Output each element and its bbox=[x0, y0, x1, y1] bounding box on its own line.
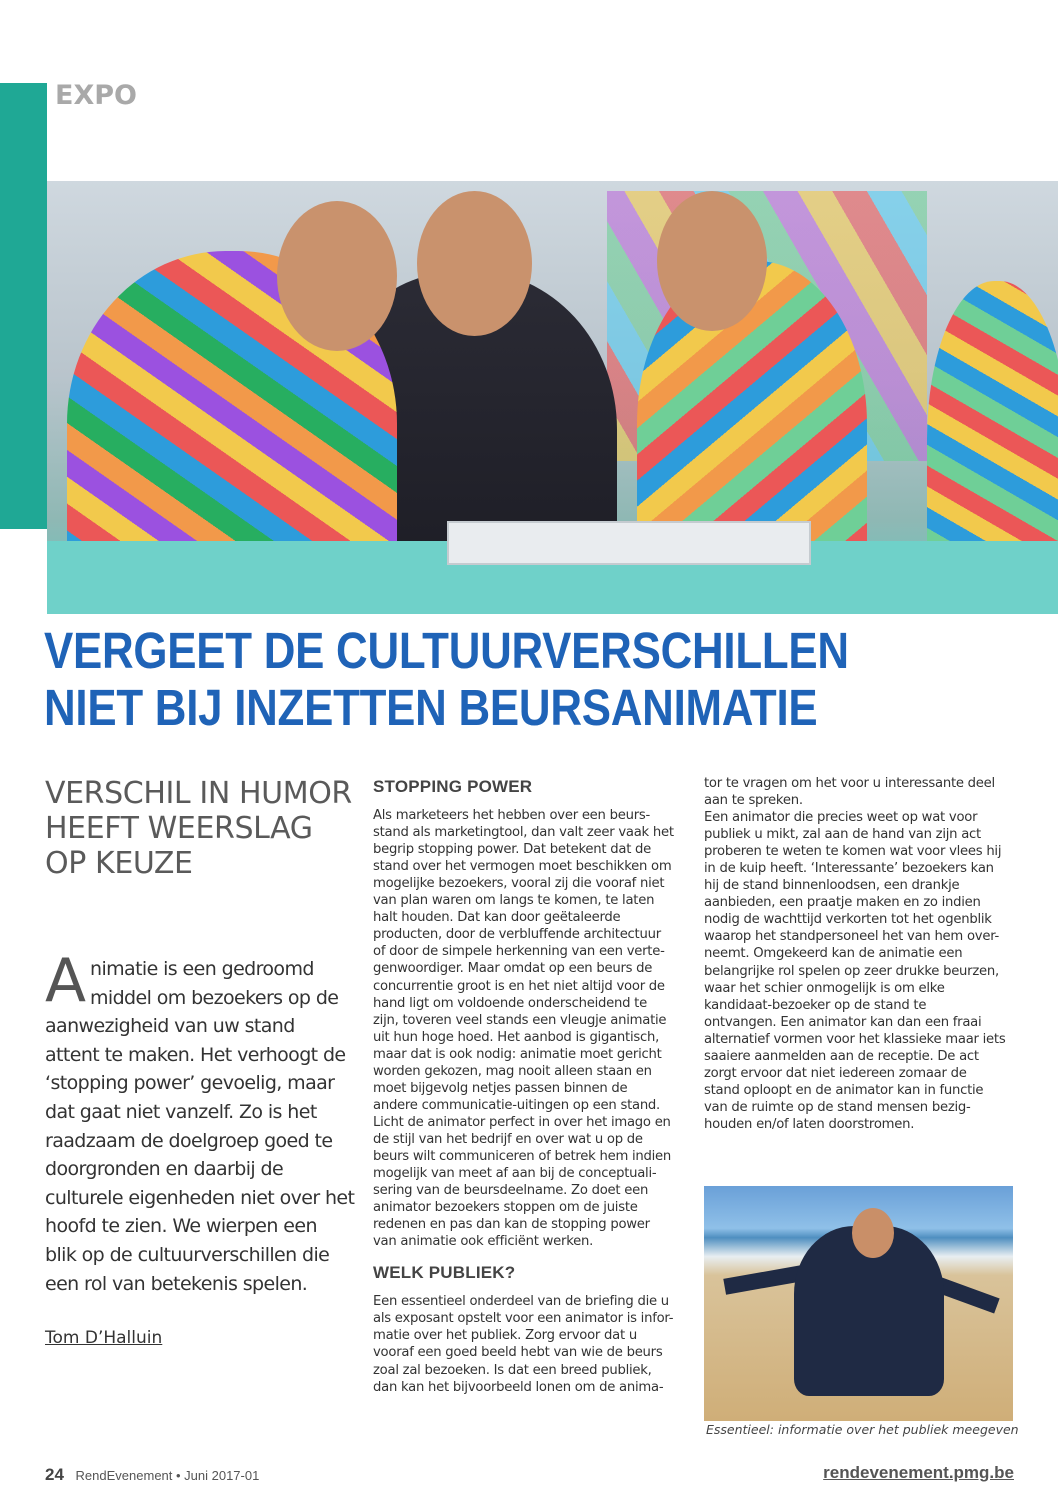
subheadline-line: VERSCHIL IN HUMOR bbox=[45, 776, 352, 811]
intro-line: middel om bezoekers op de bbox=[90, 986, 339, 1009]
photo-head bbox=[417, 191, 532, 336]
text-line: dan kan het bijvoorbeeld lonen om de anima- bbox=[373, 1379, 664, 1395]
article-column-2 bbox=[373, 778, 685, 1396]
drop-cap: A bbox=[45, 946, 87, 1016]
intro-line: aanwezigheid van uw stand bbox=[45, 1015, 295, 1038]
section-heading-welk-publiek: WELK PUBLIEK? bbox=[373, 1263, 516, 1283]
text-line: Een essentieel onderdeel van de briefing die u bbox=[373, 1294, 669, 1310]
text-line: genwoordiger. Maar omdat op een beurs de bbox=[373, 961, 653, 977]
text-line: aanbieden, een praatje maken en zo indien bbox=[704, 895, 981, 911]
text-line: begrip stopping power. Dat betekent dat de bbox=[373, 842, 652, 858]
section-heading-stopping-power: STOPPING POWER bbox=[373, 777, 533, 796]
intro-line: ‘stopping power’ gevoelig, maar bbox=[45, 1072, 335, 1095]
subheadline-line: HEEFT WEERSLAG bbox=[45, 811, 313, 846]
text-line: matie over het publiek. Zorg ervoor dat u bbox=[373, 1328, 637, 1344]
photo-caption: Essentieel: informatie over het publiek meegeven bbox=[706, 1422, 1019, 1437]
text-line: ontvangen. Een animator kan dan een fraai bbox=[704, 1014, 982, 1030]
section-label: EXPO bbox=[55, 80, 138, 111]
intro-line: culturele eigenheden niet over het bbox=[45, 1186, 355, 1209]
text-line: zoal zal bezoeken. Is dat een breed publiek, bbox=[373, 1362, 652, 1378]
text-line: waarop het standpersoneel het van hem over- bbox=[704, 929, 1000, 945]
text-line: van animatie ook efficiënt werken. bbox=[373, 1234, 594, 1250]
text-line: in de kuip heeft. ‘Interessante’ bezoekers kan bbox=[704, 861, 994, 877]
intro-line: attent te maken. Het verhoogt de bbox=[45, 1043, 346, 1066]
text-line: hand ligt om voldoende onderscheidend te bbox=[373, 995, 647, 1011]
page-number: 24 bbox=[45, 1465, 64, 1484]
text-line: waar het schier onmogelijk is om elke bbox=[704, 980, 945, 996]
headline-line: VERGEET DE CULTUURVERSCHILLEN bbox=[44, 622, 849, 679]
text-line: of door de simpele herkenning van een verte- bbox=[373, 944, 665, 960]
intro-line: hoofd te zien. We wierpen een bbox=[45, 1215, 317, 1238]
text-line: halt houden. Dat kan door geëtaleerde bbox=[373, 910, 621, 926]
intro-line: raadzaam de doelgroep goed te bbox=[45, 1129, 333, 1152]
text-line: publiek u mikt, zal aan de hand van zijn act bbox=[704, 827, 981, 843]
text-line: andere communicatie-uitingen op een stand. bbox=[373, 1097, 660, 1113]
text-line: hij de stand binnenloodsen, een drankje bbox=[704, 878, 960, 894]
photo-head bbox=[657, 191, 767, 331]
subheadline bbox=[45, 776, 365, 881]
text-line: stand over het vermogen moet beschikken om bbox=[373, 859, 672, 875]
author-byline: Tom D’Halluin bbox=[45, 1328, 163, 1348]
text-line: saaiere aanmelden aan de receptie. De act bbox=[704, 1048, 979, 1064]
text-line: Een animator die precies weet op wat voor bbox=[704, 810, 978, 826]
text-line: houden en/of laten doorstromen. bbox=[704, 1116, 915, 1132]
text-line: worden gekozen, mag nooit alleen staan en bbox=[373, 1063, 652, 1079]
text-line: stand als marketingtool, dan valt zeer vaak het bbox=[373, 825, 674, 841]
text-line: neemt. Omgekeerd kan de animatie een bbox=[704, 946, 963, 962]
text-line: maar dat is ook nodig: animatie moet gericht bbox=[373, 1046, 662, 1062]
text-line: belangrijke rol spelen op zeer drukke beurzen, bbox=[704, 963, 999, 979]
text-line: producten, door de verbluffende architectuur bbox=[373, 927, 661, 943]
hero-photo bbox=[47, 181, 1058, 614]
intro-line: dat gaat niet vanzelf. Zo is het bbox=[45, 1100, 317, 1123]
photo-head bbox=[277, 201, 397, 351]
headline-line: NIET BIJ INZETTEN BEURSANIMATIE bbox=[44, 679, 818, 736]
text-line: stand oploopt en de animator kan in functie bbox=[704, 1082, 984, 1098]
text-line: mogelijke bezoekers, vooral zij die vooraf niet bbox=[373, 876, 665, 892]
text-line: Licht de animator perfect in over het imago en bbox=[373, 1114, 671, 1130]
intro-line: doorgronden en daarbij de bbox=[45, 1158, 284, 1181]
intro-line: nimatie is een gedroomd bbox=[90, 958, 314, 980]
text-line: uit hun hoge hoed. Het aanbod is gigantisch, bbox=[373, 1029, 660, 1045]
text-line: Als marketeers het hebben over een beurs- bbox=[373, 808, 650, 824]
headline bbox=[44, 622, 849, 736]
footer-left bbox=[45, 1465, 259, 1485]
text-line: concurrentie groot is en het niet altijd voor de bbox=[373, 978, 665, 994]
text-line: moet bijgevolg netjes passen binnen de bbox=[373, 1080, 628, 1096]
text-line: de stijl van het bedrijf en over wat u op de bbox=[373, 1131, 643, 1147]
text-line: animator bezoekers stoppen om de juiste bbox=[373, 1200, 638, 1216]
website-link[interactable]: rendevenement.pmg.be bbox=[823, 1463, 1014, 1482]
text-line: kandidaat-bezoeker op de stand te bbox=[704, 997, 927, 1013]
text-line: van plan waren om langs te komen, te laten bbox=[373, 893, 655, 909]
text-line: zijn, toveren veel stands een vleugje animatie bbox=[373, 1012, 667, 1028]
text-line: tor te vragen om het voor u interessante deel bbox=[704, 776, 995, 791]
publication-info: RendEvenement • Juni 2017-01 bbox=[75, 1468, 260, 1483]
section-color-bar bbox=[0, 83, 47, 529]
intro-line: een rol van betekenis spelen. bbox=[45, 1272, 308, 1295]
text-line: proberen te weten te komen wat voor vlees hij bbox=[704, 844, 1002, 860]
article-column-3 bbox=[704, 775, 1016, 1133]
subheadline-line: OP KEUZE bbox=[45, 846, 193, 881]
photo-face bbox=[852, 1208, 894, 1258]
intro-line: blik op de cultuurverschillen die bbox=[45, 1243, 330, 1266]
text-line: zorgt ervoor dat niet iedereen zomaar de bbox=[704, 1065, 967, 1081]
text-line: vooraf een goed beeld hebt van wie de beurs bbox=[373, 1345, 663, 1361]
text-line: sering van de beursdeelname. Zo doet een bbox=[373, 1183, 649, 1199]
text-line: aan te spreken. bbox=[704, 793, 803, 809]
inset-photo-animator-beach bbox=[704, 1186, 1013, 1421]
text-line: nodig de wachttijd verkorten tot het ogenblik bbox=[704, 912, 992, 928]
text-line: van de ruimte op de stand mensen bezig- bbox=[704, 1099, 971, 1115]
body-text bbox=[373, 1293, 685, 1395]
text-line: alternatief vormen voor het klassieke maar iets bbox=[704, 1031, 1006, 1047]
text-line: als exposant opstelt voor een animator is infor- bbox=[373, 1311, 674, 1327]
body-text bbox=[373, 807, 685, 1250]
text-line: beurs wilt communiceren of betrek hem indien bbox=[373, 1148, 672, 1164]
text-line: mogelijk van meet af aan bij de conceptuali- bbox=[373, 1166, 657, 1182]
intro-paragraph bbox=[45, 955, 363, 1298]
photo-led-product bbox=[447, 521, 811, 565]
text-line: redenen en pas dan kan de stopping power bbox=[373, 1217, 650, 1233]
